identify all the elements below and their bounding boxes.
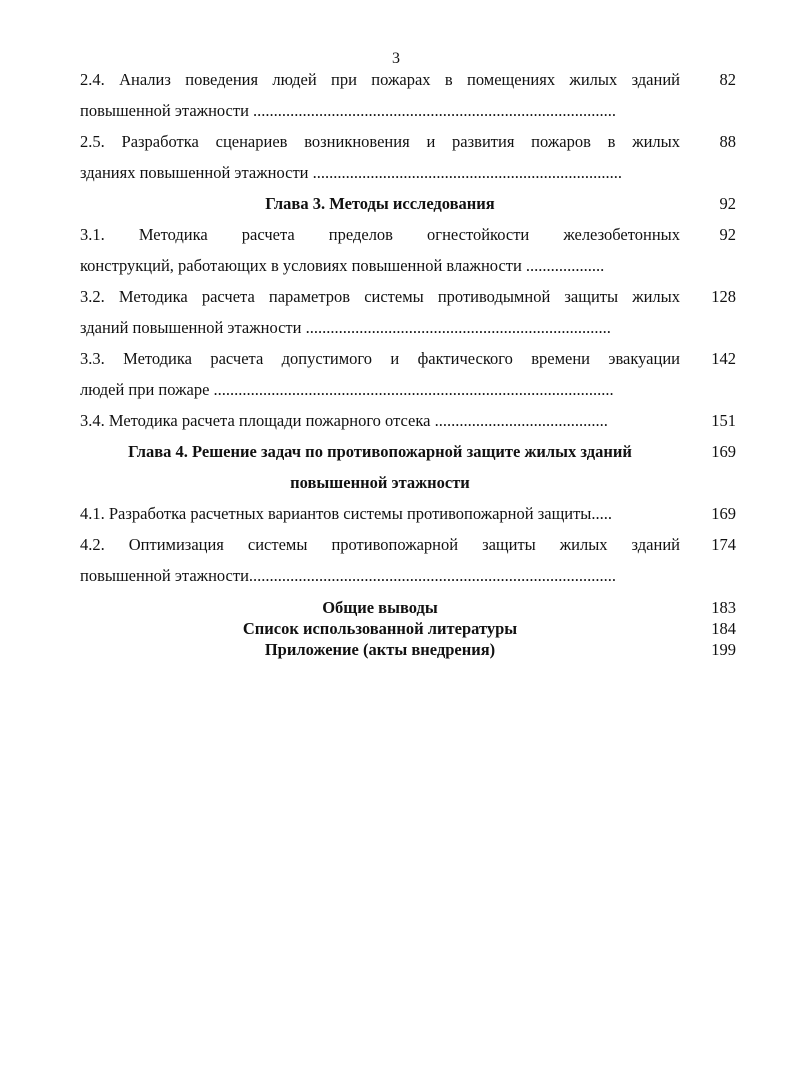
- toc-entry-text: 4.1. Разработка расчетных вариантов системы противопожарной защиты.....: [80, 504, 613, 523]
- toc-entry-line: конструкций, работающих в условиях повышенной влажности ...................: [80, 256, 605, 275]
- toc-entry-text: [80, 64, 680, 126]
- toc-final-title: Общие выводы: [322, 598, 438, 617]
- toc-chapter-line: Глава 4. Решение задач по противопожарной защите жилых зданий: [128, 442, 632, 461]
- toc-entry-text: [80, 529, 680, 591]
- toc-entry-3-1: [80, 219, 740, 281]
- toc-page-number: 184: [711, 619, 736, 638]
- toc-entry-3-2: [80, 281, 740, 343]
- toc-page-number: 199: [711, 640, 736, 659]
- page-number: 3: [392, 50, 400, 67]
- toc-entry-text: [80, 281, 680, 343]
- toc-entry-line: 3.1. Методика расчета пределов огнестойкости железобетонных: [80, 225, 680, 244]
- toc-entry-text: [80, 219, 680, 281]
- toc-entry-line: 3.2. Методика расчета параметров системы противодымной защиты жилых: [80, 287, 680, 306]
- toc-final-references: [80, 618, 740, 639]
- toc-page-number: 88: [719, 132, 736, 151]
- toc-entry-line: зданиях повышенной этажности ...........................................................................: [80, 163, 622, 182]
- toc-entry-line: повышенной этажности ........................................................................................: [80, 101, 617, 120]
- toc-final-conclusions: [80, 597, 740, 618]
- toc-page-number: 169: [711, 442, 736, 461]
- toc-entry-3-4: [80, 405, 740, 436]
- toc-chapter-3: [80, 188, 740, 219]
- toc-chapter-title: Глава 3. Методы исследования: [265, 194, 495, 213]
- toc-entry-line: зданий повышенной этажности ..........................................................................: [80, 318, 611, 337]
- toc-entry-text: [80, 126, 680, 188]
- toc-chapter-4: [80, 436, 740, 498]
- toc-page-number: 128: [711, 287, 736, 306]
- toc-entry-line: 4.2. Оптимизация системы противопожарной защиты жилых зданий: [80, 535, 680, 554]
- toc-page-number: 169: [711, 504, 736, 523]
- toc-page-number: 183: [711, 598, 736, 617]
- toc-entry-line: 3.3. Методика расчета допустимого и фактического времени эвакуации: [80, 349, 680, 368]
- toc-page-number: 151: [711, 411, 736, 430]
- toc-entry-line: повышенной этажности.........................................................................................: [80, 566, 617, 585]
- toc-page-number: 82: [719, 70, 736, 89]
- toc-entry-4-2: [80, 529, 740, 591]
- toc-entry-3-3: [80, 343, 740, 405]
- toc-entry-line: людей при пожаре .................................................................................................: [80, 380, 614, 399]
- toc-entry-4-1: [80, 498, 740, 529]
- toc-page-number: 92: [719, 225, 736, 244]
- toc-chapter-line: повышенной этажности: [290, 473, 470, 492]
- toc-entry-line: 2.4. Анализ поведения людей при пожарах в помещениях жилых зданий: [80, 70, 680, 89]
- toc-entry-text: 3.4. Методика расчета площади пожарного отсека ..........................................: [80, 411, 608, 430]
- toc-page-number: 142: [711, 349, 736, 368]
- toc-entry-2-5: [80, 126, 740, 188]
- toc-final-title: Список использованной литературы: [242, 619, 518, 638]
- toc-final-title: Приложение (акты внедрения): [264, 640, 496, 659]
- toc-entry-line: 2.5. Разработка сценариев возникновения и развития пожаров в жилых: [80, 132, 680, 151]
- toc-page-number: 92: [719, 194, 736, 213]
- toc-chapter-title: [80, 436, 680, 498]
- toc-page-number: 174: [711, 535, 736, 554]
- toc-entry-2-4: [80, 64, 740, 126]
- table-of-contents: [80, 64, 740, 660]
- toc-entry-text: [80, 343, 680, 405]
- toc-final-appendix: [80, 639, 740, 660]
